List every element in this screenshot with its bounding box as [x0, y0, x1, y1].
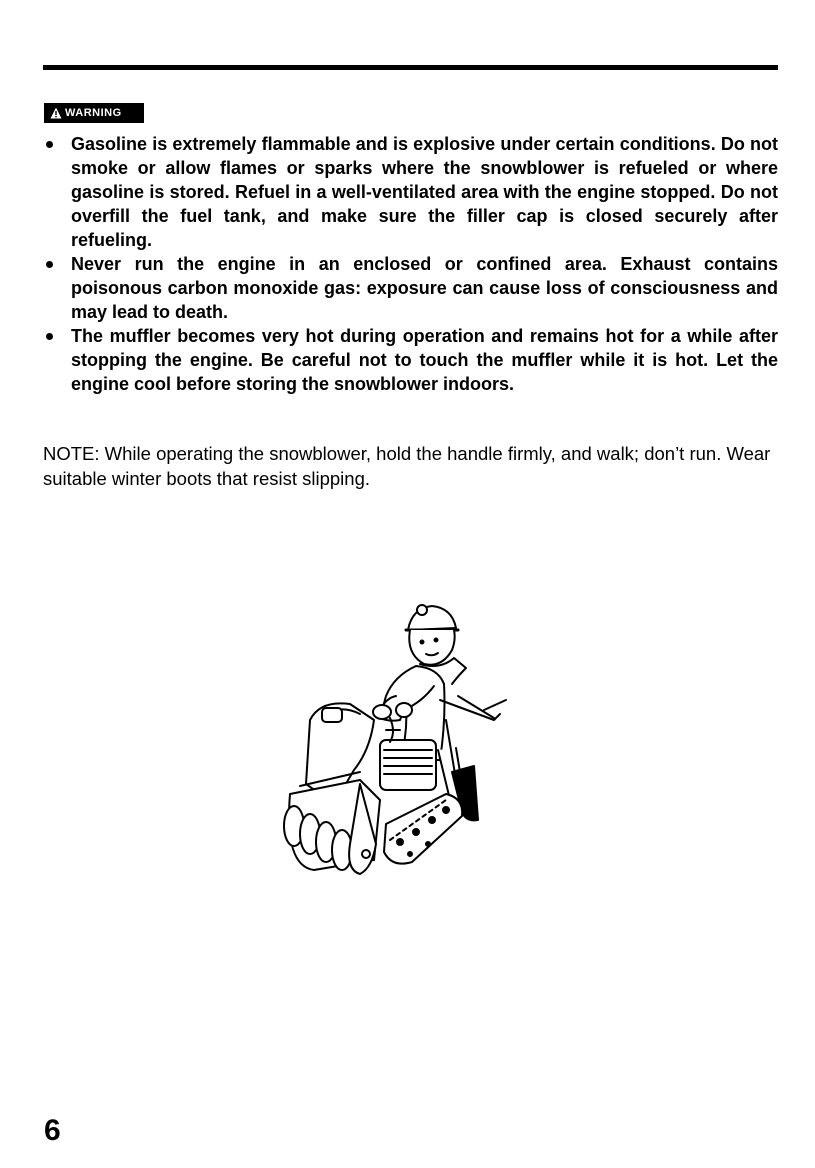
warning-badge [44, 103, 144, 123]
snowblower-operator-illustration [270, 600, 520, 890]
drive-track [384, 794, 462, 864]
warning-item [43, 132, 778, 252]
warning-item [43, 324, 778, 396]
warning-list [43, 132, 778, 396]
note-text: NOTE: While operating the snowblower, hold the handle firmly, and walk; don’t run. Wear suitable winter boots that resist slipping. [43, 443, 771, 489]
auger-housing [284, 772, 380, 874]
bullet-icon [46, 141, 53, 148]
page-number: 6 [44, 1114, 61, 1147]
warning-item-text: The muffler becomes very hot during operation and remains hot for a while after stopping the engine. Be careful not to touch the muffler while it is hot. Let the engine cool before storing the snowblower indoors. [71, 326, 778, 394]
warning-triangle-icon [50, 107, 62, 119]
bullet-icon [46, 261, 53, 268]
warning-item-text: Gasoline is extremely flammable and is explosive under certain conditions. Do not smoke or allow flames or sparks where the snowblower is refueled or where gasoline is stored. Refuel in a well-ventilated area with the engine stopped. Do not overfill the fuel tank, and make sure the filler cap is closed securely after refueling. [71, 134, 778, 250]
bullet-icon [46, 333, 53, 340]
top-rule [43, 65, 778, 70]
warning-label: WARNING [65, 107, 122, 119]
warning-item [43, 252, 778, 324]
warning-item-text: Never run the engine in an enclosed or confined area. Exhaust contains poisonous carbon monoxide gas: exposure can cause loss of consciousness and may lead to death. [71, 254, 778, 322]
